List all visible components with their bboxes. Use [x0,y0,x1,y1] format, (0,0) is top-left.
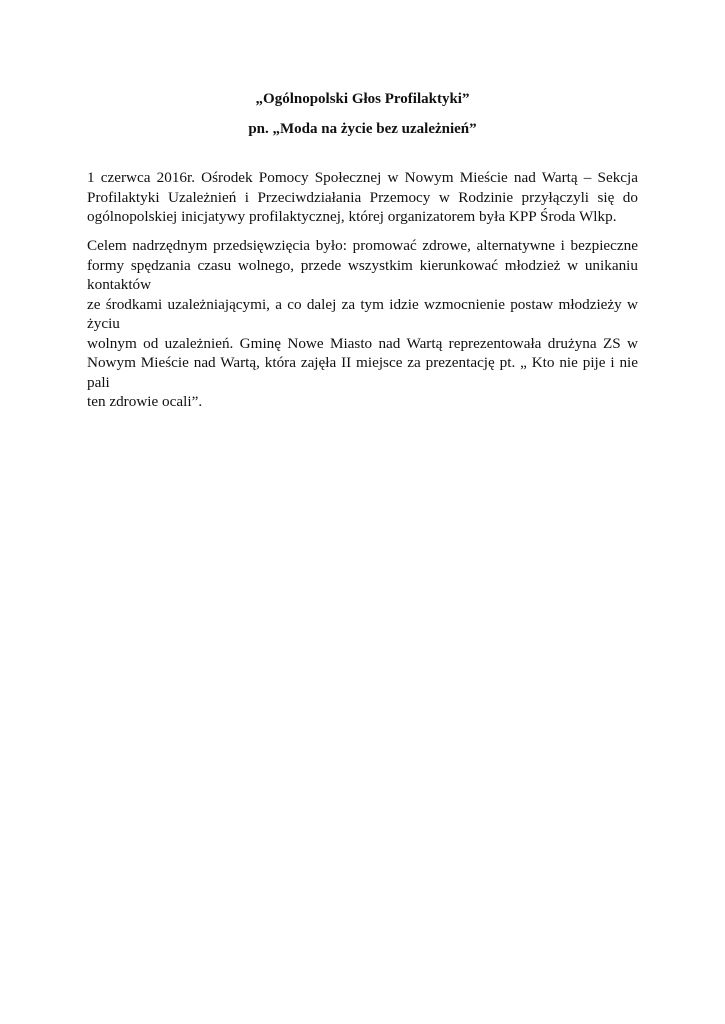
paragraph-line: Profilaktyki Uzależnień i Przeciwdziałania Przemocy w Rodzinie przyłączyli się do [87,188,638,206]
paragraph-goal [87,236,638,412]
paragraph-line: ze środkami uzależniającymi, a co dalej za tym idzie wzmocnienie postaw młodzieży w życiu [87,295,638,332]
paragraph-line: ogólnopolskiej inicjatywy profilaktycznej, której organizatorem była KPP Środa Wlkp. [87,208,617,225]
paragraph-line: 1 czerwca 2016r. Ośrodek Pomocy Społecznej w Nowym Mieście nad Wartą – Sekcja [87,169,638,186]
paragraph-line: Celem nadrzędnym przedsięwzięcia było: promować zdrowe, alternatywne i bezpieczne [87,237,638,254]
paragraph-line: wolnym od uzależnień. Gminę Nowe Miasto nad Wartą reprezentowała drużyna ZS w [87,334,638,352]
document-subtitle: pn. „Moda na życie bez uzależnień” [248,121,477,137]
paragraph-line: ten zdrowie ocali”. [87,393,203,410]
paragraph-line: formy spędzania czasu wolnego, przede wszystkim kierunkować młodzież w unikaniu [87,256,638,274]
paragraph-line: Nowym Mieście nad Wartą, która zajęła II miejsce za prezentację pt. „ Kto nie pije i nie pali [87,354,638,391]
paragraph-intro [87,168,638,227]
document-title: „Ogólnopolski Głos Profilaktyki” [255,91,470,107]
paragraph-line: kontaktów [87,276,152,293]
